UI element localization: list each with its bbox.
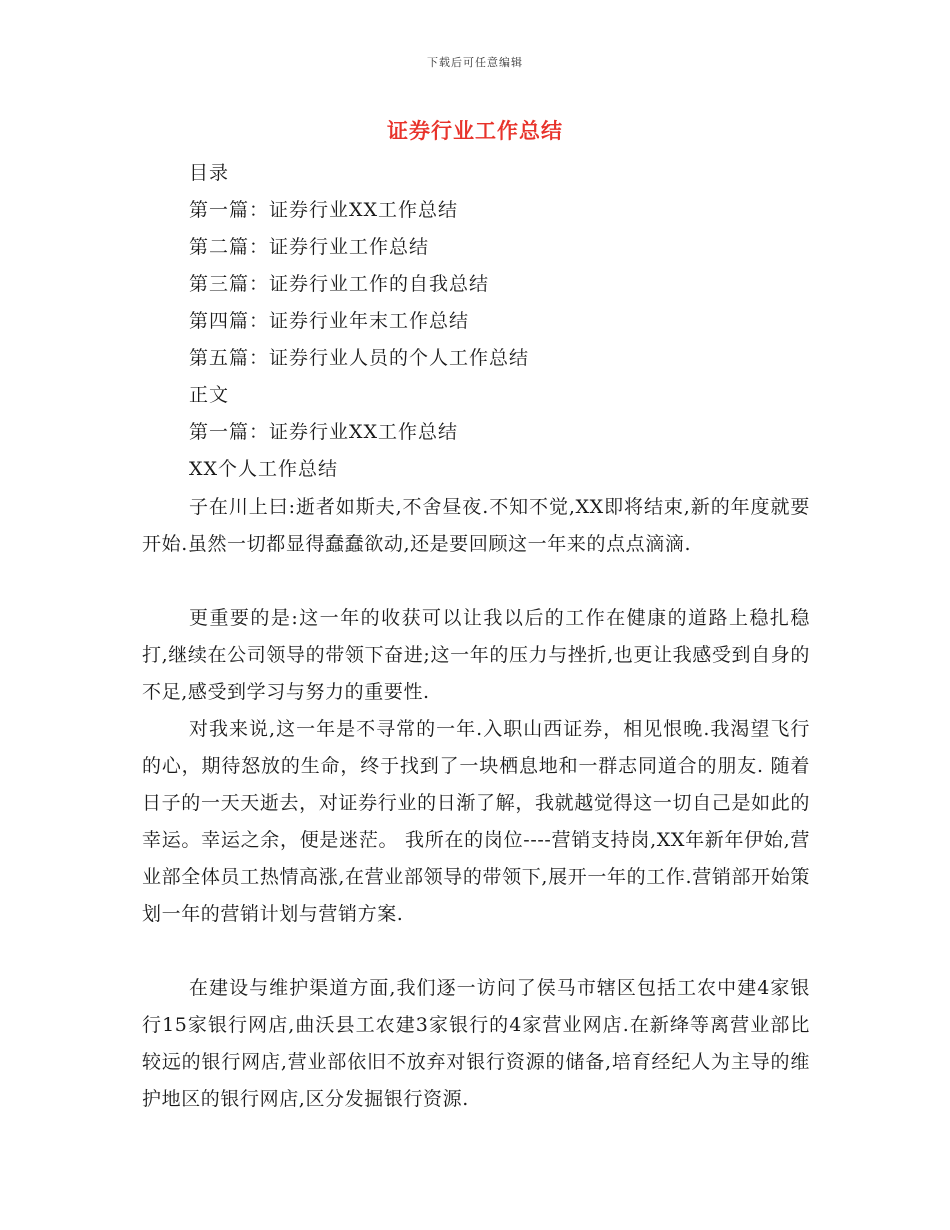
toc-item-2: 第二篇：证券行业工作总结 [189,236,430,258]
toc-item-4: 第四篇：证券行业年末工作总结 [189,310,470,332]
toc-item-3: 第三篇：证券行业工作的自我总结 [189,273,490,295]
body-paragraph-1: 子在川上曰:逝者如斯夫,不舍昼夜.不知不觉,XX即将结束,新的年度就要开始.虽然一切都显得蠢蠢欲动,还是要回顾这一年来的点点滴滴. [142,496,810,555]
body-heading: 正文 [189,384,230,406]
body-paragraph-2: 更重要的是:这一年的收获可以让我以后的工作在健康的道路上稳扎稳打,继续在公司领导的带领下奋进;这一年的压力与挫折,也更让我感受到自身的不足,感受到学习与努力的重要性. [142,607,810,703]
toc-item-1: 第一篇：证券行业XX工作总结 [189,199,459,221]
section-subtitle: XX个人工作总结 [189,458,339,480]
document-title: 证券行业工作总结 [387,118,563,143]
section-title: 第一篇：证券行业XX工作总结 [189,421,459,443]
toc-heading: 目录 [189,162,230,184]
header-note: 下载后可任意编辑 [427,56,523,69]
toc-item-5: 第五篇：证券行业人员的个人工作总结 [189,347,530,369]
body-paragraph-4: 在建设与维护渠道方面,我们逐一访问了侯马市辖区包括工农中建4家银行15家银行网店,曲沃县工农建3家银行的4家营业网店.在新绛等离营业部比较远的银行网店,营业部依旧不放弃对银行资源的储备,培育经纪人为主导的维护地区的银行网店,区分发掘银行资源. [142,977,810,1110]
body-paragraph-3: 对我来说,这一年是不寻常的一年.入职山西证券，相见恨晚.我渴望飞行的心，期待怒放的生命，终于找到了一块栖息地和一群志同道合的朋友. 随着日子的一天天逝去，对证券行业的日渐了解，我就越觉得这一切自己是如此的幸运。幸运之余，便是迷茫。 我所在的岗位----营销支持岗,XX年新年伊始,营业部全体员工热情高涨,在营业部领导的带领下,展开一年的工作.营销部开始策划一年的营销计划与营销方案. [142,718,810,925]
